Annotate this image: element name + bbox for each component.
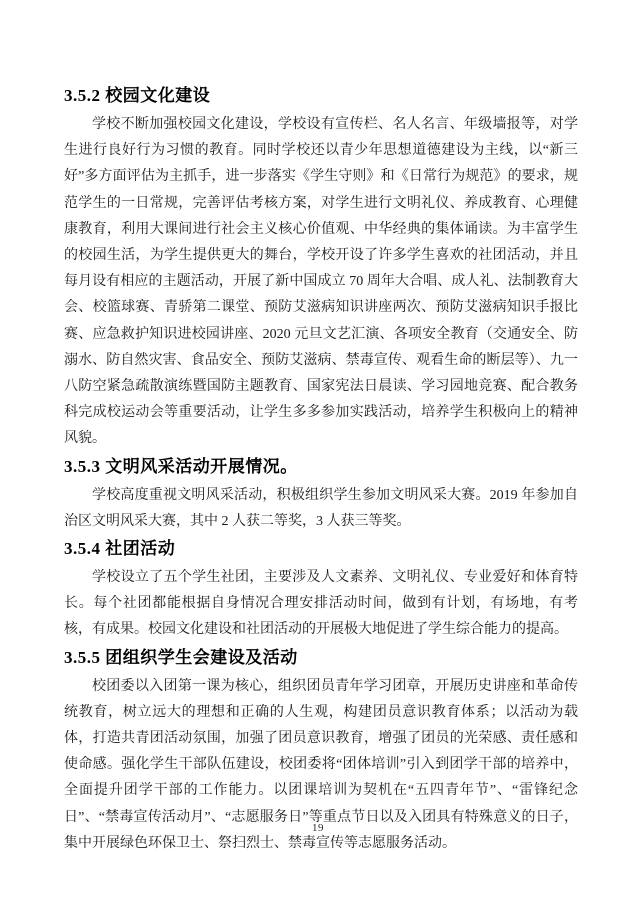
page-number: 19	[312, 822, 324, 834]
heading-3-5-3: 3.5.3 文明风采活动开展情况。	[64, 456, 298, 476]
heading-3-5-4: 3.5.4 社团活动	[64, 539, 176, 559]
paragraph-civilized-style: 学校高度重视文明风采活动，积极组织学生参加文明风采大赛。2019 年参加自治区文明风采大赛，其中 2 人获二等奖，3 人获三等奖。	[64, 487, 578, 529]
section-campus-culture	[64, 85, 578, 453]
document-content	[64, 85, 578, 860]
paragraph-student-clubs: 学校设立了五个学生社团，主要涉及人文素养、文明礼仪、专业爱好和体育特长。每个社团都能根据自身情况合理安排活动时间，做到有计划，有场地，有考核，有成果。校园文化建设和社团活动的开展极大地促进了学生综合能力的提高。	[64, 570, 578, 638]
page-footer	[0, 818, 636, 836]
section-civilized-style	[64, 456, 578, 535]
paragraph-campus-culture: 学校不断加强校园文化建设，学校设有宣传栏、名人名言、年级墙报等，对学生进行良好行为习惯的教育。同时学校还以青少年思想道德建设为主线，以“新三好”多方面评估为主抓手，进一步落实《学生守则》和《日常行为规范》的要求，规范学生的一日常规，完善评估考核方案，对学生进行文明礼仪、养成教育、心理健康教育，利用大课间进行社会主义核心价值观、中华经典的集体诵读。为丰富学生的校园生活，为学生提供更大的舞台，学校开设了许多学生喜欢的社团活动，并且每月设有相应的主题活动，开展了新中国成立 70 周年大合唱、成人礼、法制教育大会、校篮球赛、青骄第二课堂、预防艾滋病知识讲座两次、预防艾滋病知识手报比赛、应急救护知识进校园讲座、2020 元旦文艺汇演、各项安全教育（交通安全、防溺水、防自然灾害、食品安全、预防艾滋病、禁毒宣传、观看生命的断层等）、九一八防空紧急疏散演练暨国防主题教育、国家宪法日晨读、学习园地竞赛、配合教务科完成校运动会等重要活动，让学生多多参加实践活动，培养学生积极向上的精神风貌。	[64, 117, 578, 447]
paragraph-youth-league: 校团委以入团第一课为核心，组织团员青年学习团章，开展历史讲座和革命传统教育，树立远大的理想和正确的人生观，构建团员意识教育体系；以活动为载体，打造共青团活动氛围，加强了团员意识教育，增强了团员的光荣感、责任感和使命感。强化学生干部队伍建设，校团委将“团体培训”引入到团学干部的培养中，全面提升团学干部的工作能力。以团课培训为契机在“五四青年节”、“雷锋纪念日”、“禁毒宣传活动月”、“志愿服务日”等重点节日以及入团具有特殊意义的日子，集中开展绿色环保卫士、祭扫烈士、禁毒宣传等志愿服务活动。	[64, 678, 578, 851]
section-student-clubs	[64, 538, 578, 644]
heading-3-5-2: 3.5.2 校园文化建设	[64, 86, 211, 105]
heading-3-5-5: 3.5.5 团组织学生会建设及活动	[64, 647, 298, 667]
